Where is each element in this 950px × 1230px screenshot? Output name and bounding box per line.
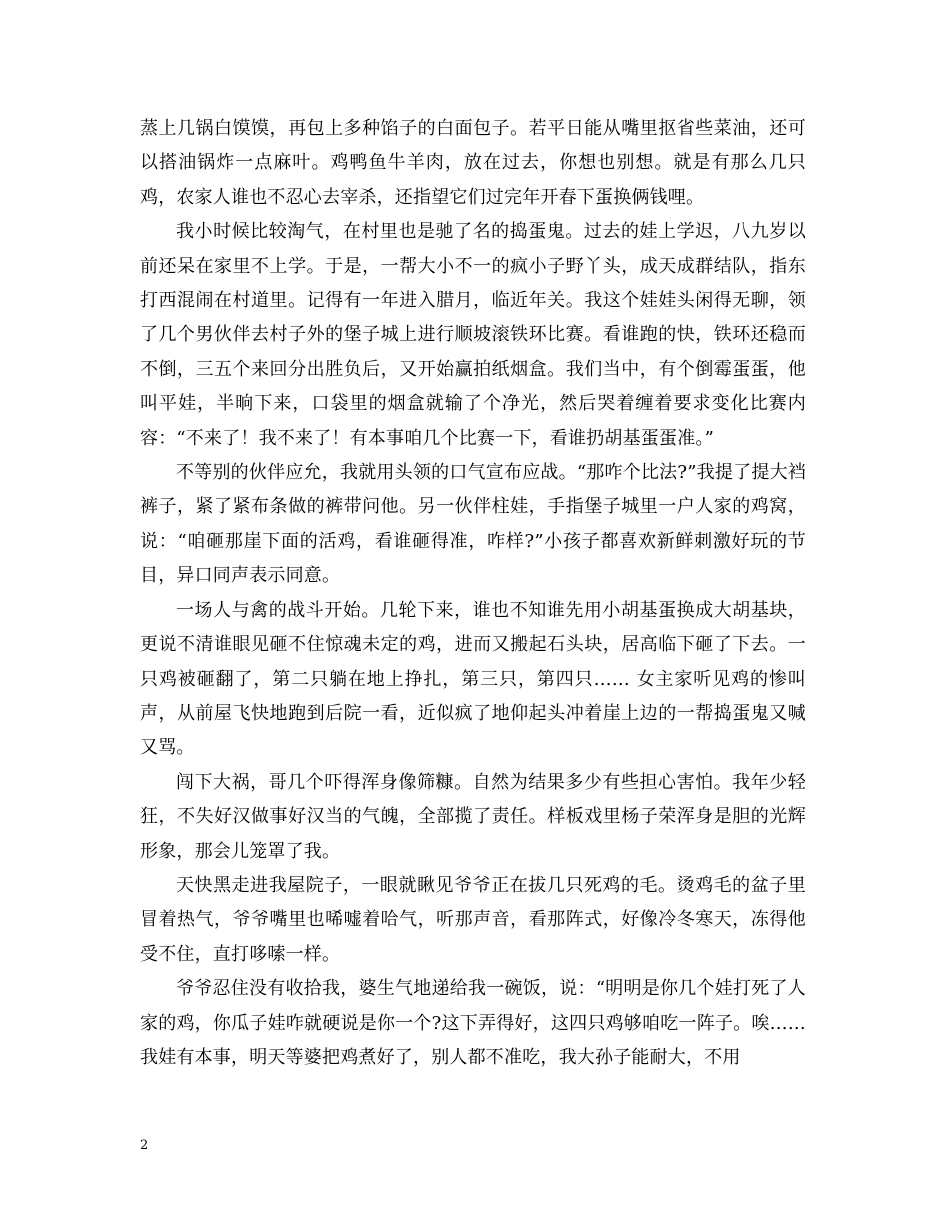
paragraph-7: 爷爷忍住没有收拾我，婆生气地递给我一碗饭，说：“明明是你几个娃打死了人家的鸡，你瓜子娃咋就硬说是你一个?这下弄得好，这四只鸡够咱吃一阵子。唉…… 我娃有本事，明天等婆把鸡煮好了，别人都不准吃，我大孙子能耐大，不用 bbox=[140, 978, 806, 1068]
paragraph-6: 天快黑走进我屋院子，一眼就瞅见爷爷正在拔几只死鸡的毛。烫鸡毛的盆子里冒着热气，爷爷嘴里也唏嘘着哈气，听那声音，看那阵式，好像冷冬寒天，冻得他受不住，直打哆嗦一样。 bbox=[140, 874, 806, 965]
paragraph-4: 一场人与禽的战斗开始。几轮下来，谁也不知谁先用小胡基蛋换成大胡基块，更说不清谁眼见砸不住惊魂未定的鸡，进而又搬起石头块，居高临下砸了下去。一只鸡被砸翻了，第二只躺在地上挣扎，第三只，第四只…… 女主家听见鸡的惨叫声，从前屋飞快地跑到后院一看，近似疯了地仰起头冲着崖上边的一帮捣蛋鬼又喊又骂。 bbox=[140, 599, 806, 759]
body-text bbox=[140, 112, 806, 1075]
paragraph-3: 不等别的伙伴应允，我就用头领的口气宣布应战。“那咋个比法?”我提了提大裆裤子，紧了紧布条做的裤带问他。另一伙伴柱娃，手指堡子城里一户人家的鸡窝，说：“咱砸那崖下面的活鸡，看谁砸得准，咋样?”小孩子都喜欢新鲜刺激好玩的节目，异口同声表示同意。 bbox=[140, 462, 806, 587]
page-number: 2 bbox=[140, 1138, 149, 1153]
paragraph-2: 我小时候比较淘气，在村里也是驰了名的捣蛋鬼。过去的娃上学迟，八九岁以前还呆在家里不上学。于是，一帮大小不一的疯小子野丫头，成天成群结队，指东打西混闹在村道里。记得有一年进入腊月，临近年关。我这个娃娃头闲得无聊，领了几个男伙伴去村子外的堡子城上进行顺坡滚铁环比赛。看谁跑的快，铁环还稳而不倒，三五个来回分出胜负后，又开始赢拍纸烟盒。我们当中，有个倒霉蛋蛋，他叫平娃，半晌下来，口袋里的烟盒就输了个净光，然后哭着缠着要求变化比赛内容：“不来了！我不来了！有本事咱几个比赛一下，看谁扔胡基蛋蛋准。” bbox=[140, 221, 806, 449]
paragraph-1-continued: 蒸上几锅白馍馍，再包上多种馅子的白面包子。若平日能从嘴里抠省些菜油，还可以搭油锅炸一点麻叶。鸡鸭鱼牛羊肉，放在过去，你想也别想。就是有那么几只鸡，农家人谁也不忍心去宰杀，还指望它们过完年开春下蛋换俩钱哩。 bbox=[140, 118, 806, 208]
paragraph-5: 闯下大祸，哥几个吓得浑身像筛糠。自然为结果多少有些担心害怕。我年少轻狂，不失好汉做事好汉当的气魄，全部揽了责任。样板戏里杨子荣浑身是胆的光辉形象，那会儿笼罩了我。 bbox=[140, 771, 806, 862]
